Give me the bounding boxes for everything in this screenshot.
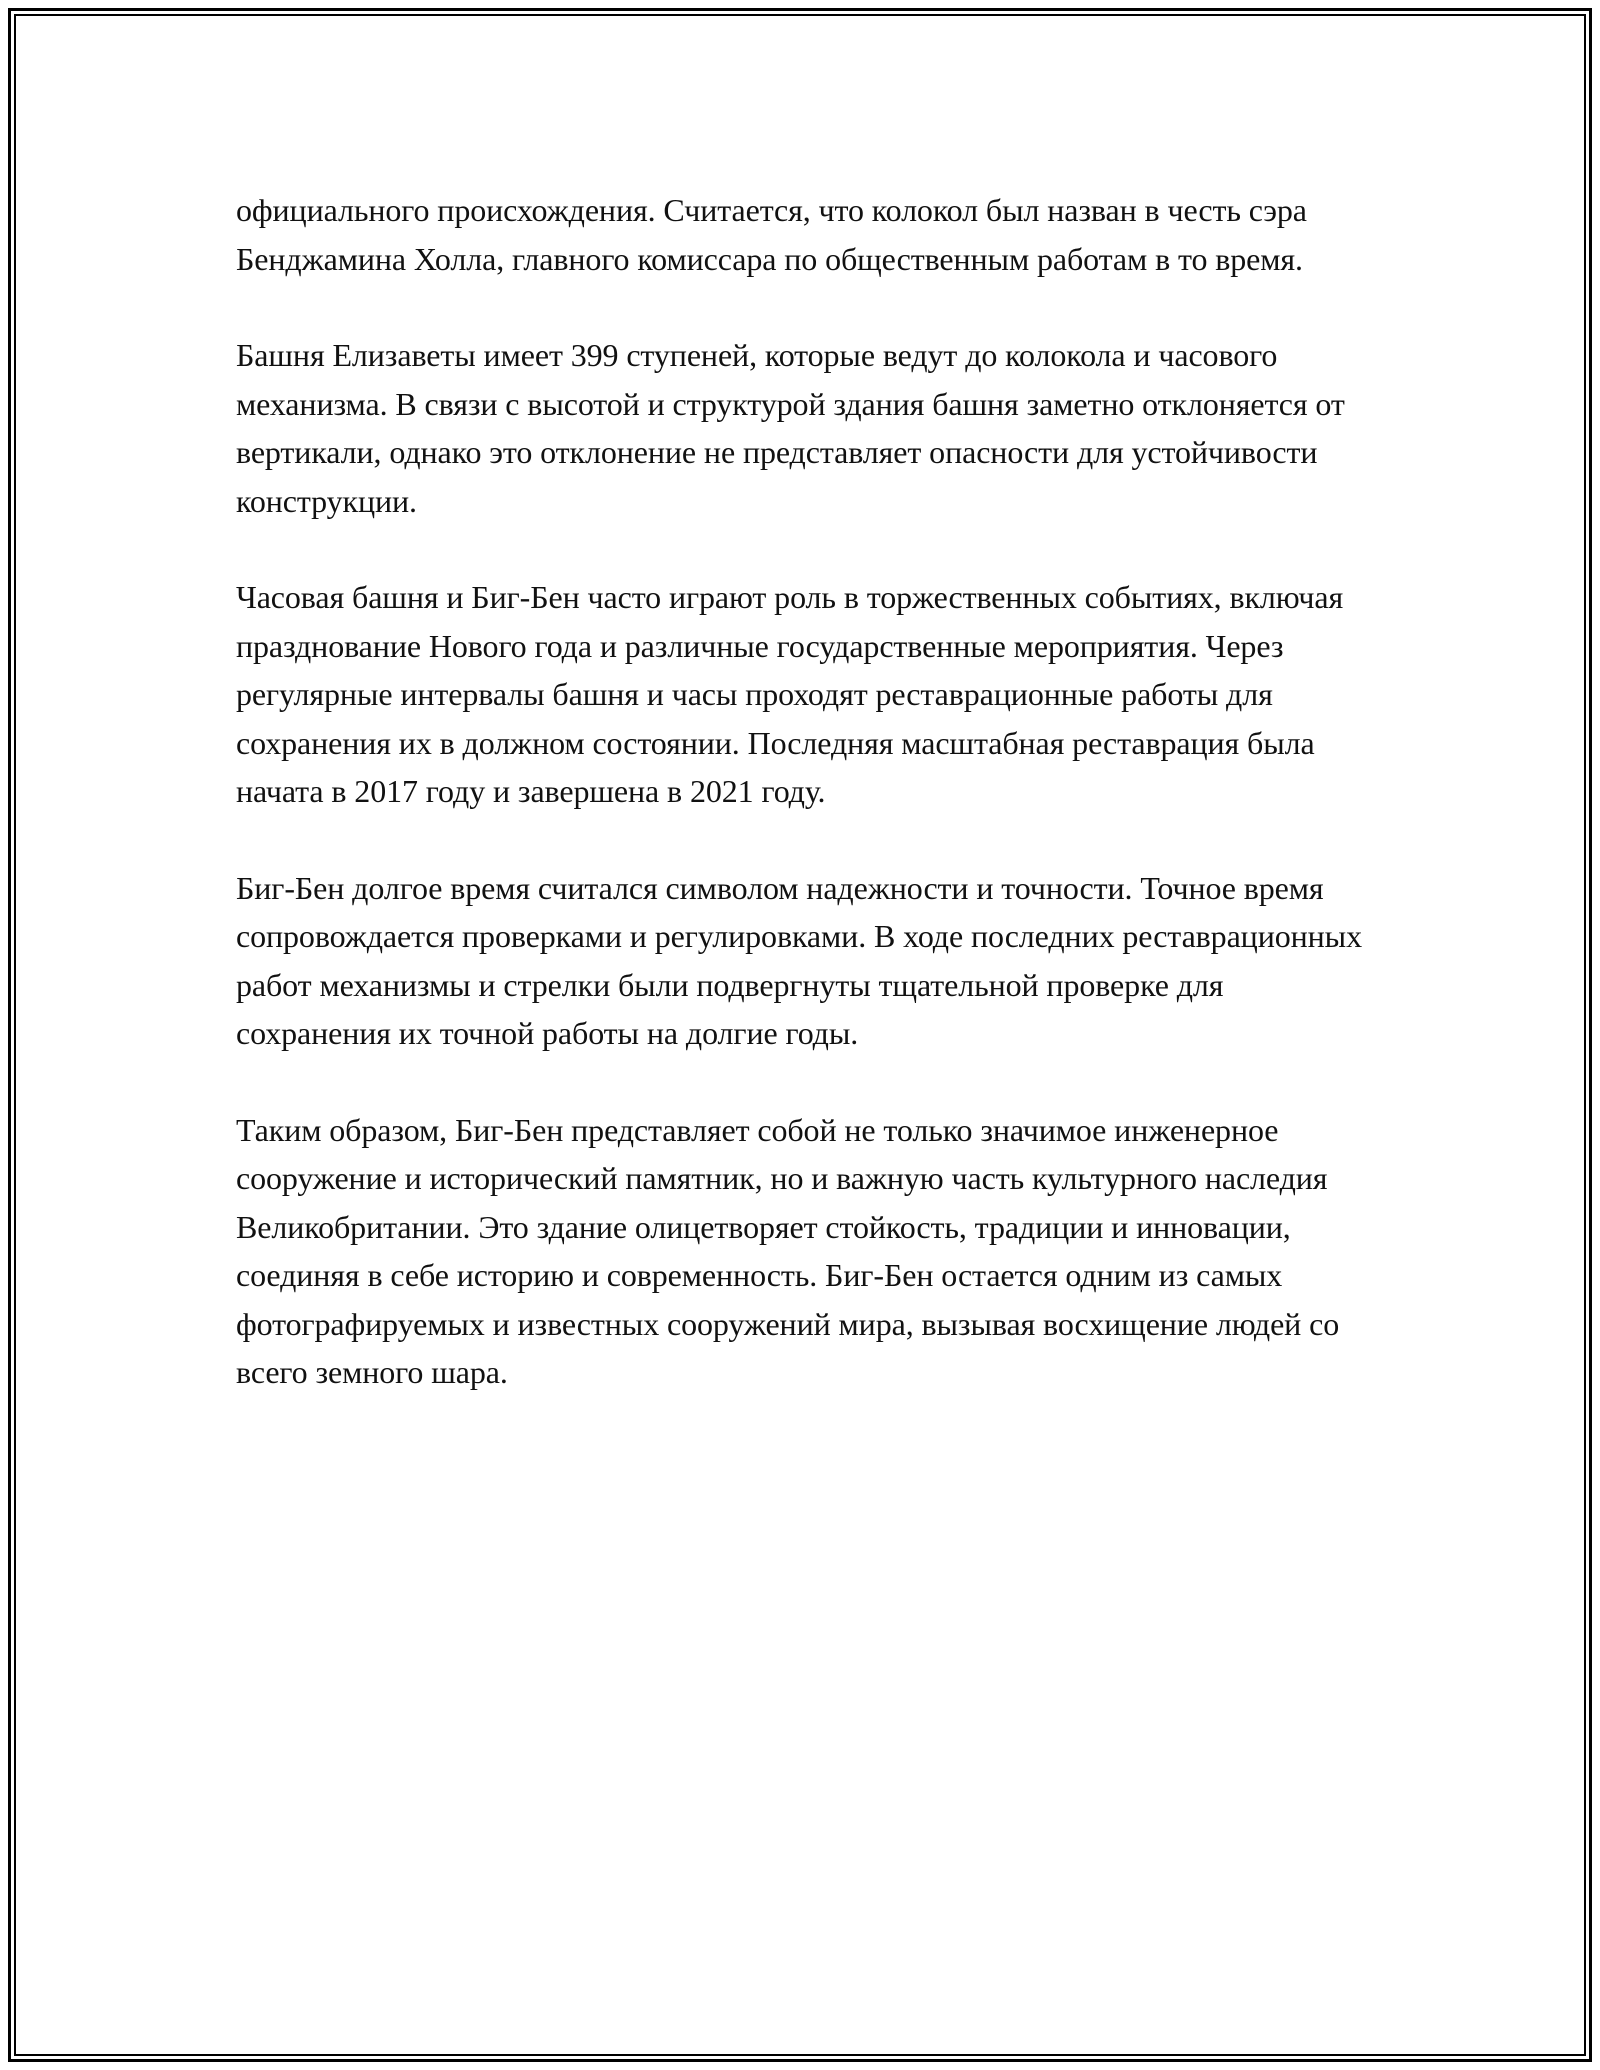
paragraph-2: Башня Елизаветы имеет 399 ступеней, которые ведут до колокола и часового механизма. В связи с высотой и структурой здания башня заметно отклоняется от вертикали, однако это отклонение не представляет опасности для устойчивости конструкции. [236, 337, 1345, 519]
paragraph-5: Таким образом, Биг-Бен представляет собой не только значимое инженерное сооружение и исторический памятник, но и важную часть культурного наследия Великобритании. Это здание олицетворяет стойкость, традиции и инновации, соединяя в себе историю и современность. Биг-Бен остается одним из самых фотографируемых и известных сооружений мира, вызывая восхищение людей со всего земного шара. [236, 1111, 1340, 1390]
paragraph-1: официального происхождения. Считается, что колокол был назван в честь сэра Бенджамина Холла, главного комиссара по общественным работам в то время. [236, 192, 1307, 277]
document-body [236, 186, 1366, 1397]
paragraph-3: Часовая башня и Биг-Бен часто играют роль в торжественных событиях, включая празднование Нового года и различные государственные мероприятия. Через регулярные интервалы башня и часы проходят реставрационные работы для сохранения их в должном состоянии. Последняя масштабная реставрация была начата в 2017 году и завершена в 2021 году. [236, 579, 1344, 809]
paragraph-4: Биг-Бен долгое время считался символом надежности и точности. Точное время сопровождается проверками и регулировками. В ходе последних реставрационных работ механизмы и стрелки были подвергнуты тщательной проверке для сохранения их точной работы на долгие годы. [236, 869, 1362, 1051]
